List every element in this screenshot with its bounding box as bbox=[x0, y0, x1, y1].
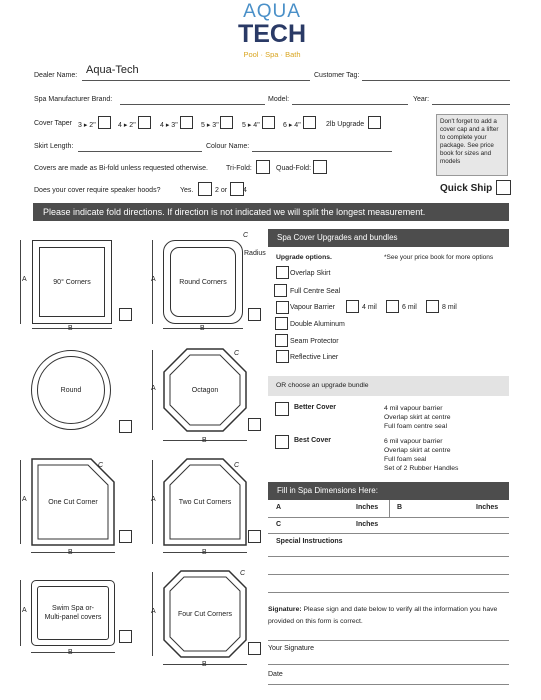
trifold-checkbox[interactable] bbox=[256, 160, 270, 174]
taper-checkbox-4[interactable] bbox=[220, 116, 233, 129]
dim-b-label: B bbox=[202, 437, 207, 444]
shape-90-corners bbox=[32, 240, 112, 324]
date-line[interactable] bbox=[268, 684, 509, 685]
price-book-note: *See your price book for more options bbox=[384, 254, 494, 261]
better-cover-checkbox[interactable] bbox=[275, 402, 289, 416]
best-cover-label: Best Cover bbox=[294, 437, 331, 444]
dim-b-line bbox=[31, 552, 115, 553]
speaker-2-label: 2 or bbox=[215, 187, 228, 194]
vapour-4mil-label: 4 mil bbox=[362, 304, 377, 311]
best-cover-desc: 6 mil vapour barrier Overlap skirt at centre Full foam seal Set of 2 Rubber Handles bbox=[384, 438, 459, 472]
skirt-line[interactable] bbox=[78, 151, 202, 152]
dim-a-label: A bbox=[22, 276, 27, 283]
colour-label: Colour Name: bbox=[206, 143, 250, 150]
dealer-line bbox=[82, 80, 310, 81]
vapour-6mil-checkbox[interactable] bbox=[386, 300, 399, 313]
upgrades-title: Spa Cover Upgrades and bundles bbox=[268, 229, 509, 247]
special-line-2[interactable] bbox=[268, 574, 509, 575]
speaker-2-checkbox[interactable] bbox=[198, 182, 212, 196]
quadfold-label: Quad-Fold: bbox=[276, 165, 312, 172]
vapour-8mil-label: 8 mil bbox=[442, 304, 457, 311]
bundle-header: OR choose an upgrade bundle bbox=[268, 376, 509, 396]
shape-swim-spa bbox=[31, 580, 115, 646]
dealer-label: Dealer Name: bbox=[34, 72, 78, 79]
dealer-value[interactable]: Aqua-Tech bbox=[86, 64, 139, 76]
shape-one-cut-checkbox[interactable] bbox=[119, 530, 132, 543]
model-line[interactable] bbox=[292, 104, 408, 105]
year-line[interactable] bbox=[432, 104, 510, 105]
dim-a-label: A bbox=[22, 496, 27, 503]
model-label: Model: bbox=[268, 96, 290, 103]
taper-label-6: 6 ▸ 4" bbox=[283, 122, 301, 129]
fold-banner: Please indicate fold directions. If direction is not indicated we will split the longest measurement. bbox=[33, 203, 509, 221]
quadfold-checkbox[interactable] bbox=[313, 160, 327, 174]
seam-protector-label: Seam Protector bbox=[290, 338, 339, 345]
shape-swim-spa-checkbox[interactable] bbox=[119, 630, 132, 643]
dim-a-line bbox=[20, 580, 21, 646]
manufacturer-line[interactable] bbox=[120, 104, 265, 105]
dim-c-inches: Inches bbox=[356, 521, 379, 528]
overlap-skirt-label: Overlap Skirt bbox=[290, 270, 331, 277]
shape-round-corners-checkbox[interactable] bbox=[248, 308, 261, 321]
upgrade-2lb-checkbox[interactable] bbox=[368, 116, 381, 129]
vapour-4mil-checkbox[interactable] bbox=[346, 300, 359, 313]
dim-a-label: A bbox=[151, 496, 156, 503]
dim-b-label: B bbox=[68, 325, 73, 332]
dim-a-line bbox=[20, 460, 21, 544]
radius-label: Radius bbox=[244, 250, 266, 257]
year-label: Year: bbox=[413, 96, 430, 103]
taper-checkbox-6[interactable] bbox=[303, 116, 316, 129]
vapour-barrier-label: Vapour Barrier bbox=[290, 304, 336, 311]
dim-a-field-label: A bbox=[276, 504, 282, 511]
dim-b-inches: Inches bbox=[476, 504, 499, 511]
dimensions-col-divider bbox=[389, 500, 390, 517]
shape-round-corners-inner: Round Corners bbox=[170, 247, 236, 317]
signature-divider bbox=[268, 640, 509, 641]
shape-octagon-label: Octagon bbox=[191, 386, 219, 394]
speaker-question: Does your cover require speaker hoods? bbox=[34, 187, 161, 194]
taper-label-5: 5 ▸ 4" bbox=[242, 122, 260, 129]
your-signature-label: Your Signature bbox=[268, 645, 315, 652]
best-cover-checkbox[interactable] bbox=[275, 435, 289, 449]
dim-c-label: C bbox=[243, 232, 249, 239]
speaker-yes-label: Yes. bbox=[180, 187, 194, 194]
dim-b-label: B bbox=[200, 325, 205, 332]
dim-c-label: C bbox=[234, 350, 240, 357]
taper-checkbox-1[interactable] bbox=[98, 116, 111, 129]
dim-a-label: A bbox=[151, 608, 156, 615]
customer-tag-label: Customer Tag: bbox=[314, 72, 360, 79]
dim-b-label: B bbox=[202, 549, 207, 556]
bifold-text: Covers are made as Bi-fold unless requested otherwise. bbox=[34, 165, 208, 172]
dim-b-label: B bbox=[202, 661, 207, 668]
shape-four-cut-checkbox[interactable] bbox=[248, 642, 261, 655]
reflective-liner-label: Reflective Liner bbox=[290, 354, 339, 361]
dim-a-line bbox=[20, 240, 21, 324]
taper-checkbox-2[interactable] bbox=[138, 116, 151, 129]
taper-label-4: 5 ▸ 3" bbox=[201, 122, 219, 129]
shape-two-cut-label: Two Cut Corners bbox=[178, 498, 232, 506]
speaker-4-label: 4 bbox=[243, 187, 247, 194]
special-instructions-label: Special Instructions bbox=[276, 538, 343, 545]
taper-label-1: 3 ▸ 2" bbox=[78, 122, 96, 129]
quick-ship-checkbox[interactable] bbox=[496, 180, 511, 195]
colour-line[interactable] bbox=[252, 151, 392, 152]
dim-b-line bbox=[31, 652, 115, 653]
shape-two-cut-checkbox[interactable] bbox=[248, 530, 261, 543]
reflective-liner-checkbox[interactable] bbox=[276, 350, 289, 363]
date-label: Date bbox=[268, 671, 283, 678]
full-centre-seal-label: Full Centre Seal bbox=[290, 288, 341, 295]
dim-a-label: A bbox=[22, 607, 27, 614]
upgrade-options-label: Upgrade options. bbox=[276, 254, 332, 261]
vapour-6mil-label: 6 mil bbox=[402, 304, 417, 311]
shape-90-inner: 90° Corners bbox=[39, 247, 105, 317]
skirt-label: Skirt Length: bbox=[34, 143, 74, 150]
better-cover-label: Better Cover bbox=[294, 404, 337, 411]
signature-heading: Signature: bbox=[268, 606, 302, 613]
dim-c-label: C bbox=[240, 570, 246, 577]
shape-swim-spa-inner: Swim Spa or- Multi-panel covers bbox=[37, 586, 109, 640]
signature-line[interactable] bbox=[268, 664, 509, 665]
double-aluminum-label: Double Aluminum bbox=[290, 321, 345, 328]
manufacturer-label: Spa Manufacturer Brand: bbox=[34, 96, 113, 103]
signature-text bbox=[268, 604, 508, 628]
cover-taper-label: Cover Taper bbox=[34, 120, 73, 127]
shape-one-cut-label: One Cut Corner bbox=[48, 498, 98, 506]
taper-checkbox-5[interactable] bbox=[262, 116, 275, 129]
dimensions-title: Fill in Spa Dimensions Here: bbox=[268, 482, 509, 500]
shape-90-checkbox[interactable] bbox=[119, 308, 132, 321]
dim-a-inches: Inches bbox=[356, 504, 379, 511]
taper-label-2: 4 ▸ 2" bbox=[118, 122, 136, 129]
dim-b-label: B bbox=[68, 649, 73, 656]
dim-c-field-label: C bbox=[276, 521, 282, 528]
vapour-barrier-checkbox[interactable] bbox=[276, 301, 289, 314]
logo-tech: TECH bbox=[237, 20, 307, 48]
logo-tagline: Pool · Spa · Bath bbox=[243, 50, 301, 59]
shape-four-cut-label: Four Cut Corners bbox=[177, 610, 233, 618]
special-line-1[interactable] bbox=[268, 556, 509, 557]
dim-c-label: C bbox=[234, 462, 240, 469]
trifold-label: Tri-Fold: bbox=[226, 165, 252, 172]
taper-checkbox-3[interactable] bbox=[180, 116, 193, 129]
dim-a-label: A bbox=[151, 385, 156, 392]
special-line-3[interactable] bbox=[268, 592, 509, 593]
note-box: Don't forget to add a cover cap and a lifter to complete your package. See price book for sizes and models bbox=[436, 114, 508, 176]
dim-a-label: A bbox=[151, 276, 156, 283]
dim-b-field-label: B bbox=[397, 504, 403, 511]
seam-protector-checkbox[interactable] bbox=[275, 334, 288, 347]
better-cover-desc: 4 mil vapour barrier Overlap skirt at centre Full foam centre seal bbox=[384, 405, 451, 430]
dim-b-label: B bbox=[68, 549, 73, 556]
logo-aqua: AQUA bbox=[243, 1, 301, 22]
quick-ship-label: Quick Ship bbox=[440, 183, 493, 194]
dim-c-label: C bbox=[98, 462, 104, 469]
speaker-4-checkbox[interactable] bbox=[230, 182, 244, 196]
shape-round-inner: Round bbox=[37, 356, 105, 424]
double-aluminum-checkbox[interactable] bbox=[275, 317, 288, 330]
customer-tag-line[interactable] bbox=[362, 80, 510, 81]
taper-label-3: 4 ▸ 3" bbox=[160, 122, 178, 129]
dimensions-row-divider bbox=[268, 517, 509, 518]
overlap-skirt-checkbox[interactable] bbox=[276, 266, 289, 279]
vapour-8mil-checkbox[interactable] bbox=[426, 300, 439, 313]
signature-body: Please sign and date below to verify all the information you have provided on this form is correct. bbox=[268, 606, 498, 625]
full-centre-seal-checkbox[interactable] bbox=[274, 284, 287, 297]
shape-round-checkbox[interactable] bbox=[119, 420, 132, 433]
shape-round-corners bbox=[163, 240, 243, 324]
shape-octagon-checkbox[interactable] bbox=[248, 418, 261, 431]
upgrade-2lb-label: 2lb Upgrade bbox=[326, 121, 365, 128]
